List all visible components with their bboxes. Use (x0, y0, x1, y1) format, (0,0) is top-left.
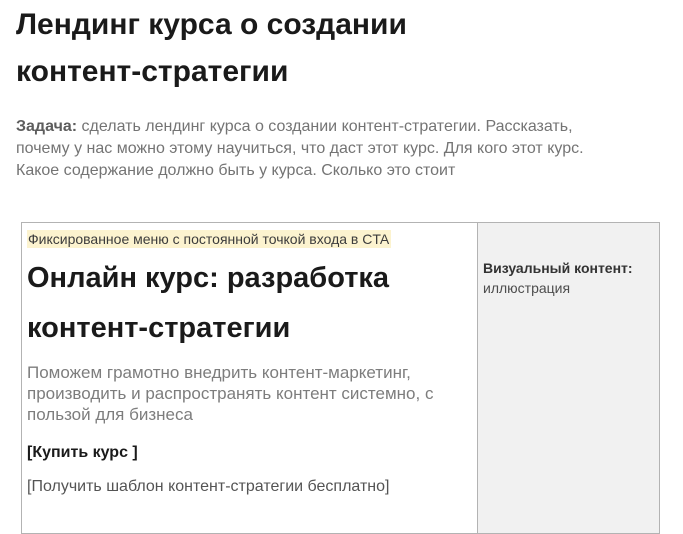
cta-template-placeholder: [Получить шаблон контент-стратегии бесплатно] (27, 478, 390, 495)
wireframe-description-line-3: пользой для бизнеса (27, 405, 193, 424)
visual-content-value: иллюстрация (483, 280, 571, 296)
page-title (16, 1, 667, 95)
visual-content-sidebar (477, 223, 659, 533)
task-description-line-1 (16, 116, 667, 138)
task-label: Задача: (16, 118, 78, 135)
document-page (0, 1, 683, 534)
task-text-1: сделать лендинг курса о создании контент-стратегии. Рассказать, (81, 118, 573, 135)
visual-content-label: Визуальный контент: (483, 260, 633, 276)
wireframe-heading (27, 253, 467, 353)
task-description-line-3: Какое содержание должно быть у курса. Сколько это стоит (16, 162, 456, 179)
wireframe-heading-line-2: контент-стратегии (27, 312, 291, 344)
cta-buy-placeholder: [Купить курс ] (27, 444, 138, 461)
wireframe-box (21, 222, 660, 534)
annotation-line (27, 230, 467, 248)
wireframe-heading-line-1: Онлайн курс: разработка (27, 262, 390, 294)
wireframe-description-line-2: производить и распространять контент системно, с (27, 384, 434, 403)
wireframe-main-column (22, 223, 477, 533)
wireframe-description (27, 362, 467, 425)
page-title-line-2: контент-стратегии (16, 55, 289, 88)
wireframe-description-line-1: Поможем грамотно внедрить контент-маркетинг, (27, 363, 411, 382)
page-title-line-1: Лендинг курса о создании (16, 8, 407, 41)
task-description (16, 116, 667, 182)
task-description-line-2: почему у нас можно этому научиться, что даст этот курс. Для кого этот курс. (16, 140, 584, 157)
annotation-highlight: Фиксированное меню с постоянной точкой входа в CTA (28, 231, 390, 247)
